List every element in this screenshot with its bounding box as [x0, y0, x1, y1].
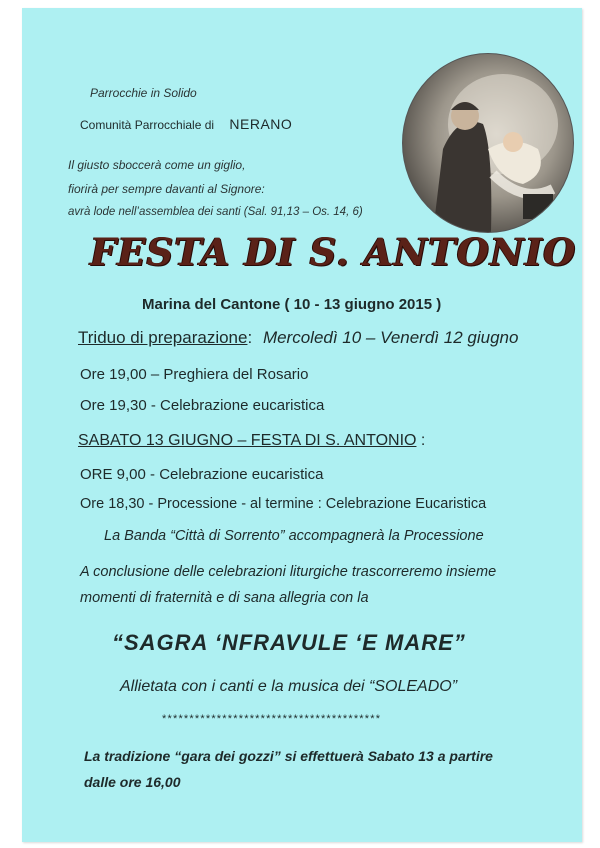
comunita-label: Comunità Parrocchiale di [80, 118, 215, 132]
sagra-title: “SAGRA ‘NFRAVULE ‘E MARE” [112, 630, 466, 655]
conclusione-line-2: momenti di fraternità e di sana allegria con la [80, 590, 369, 606]
triduo-item-messa: Ore 19,30 - Celebrazione eucaristica [80, 397, 325, 414]
triduo-label: Triduo di preparazione [78, 328, 248, 347]
saint-anthony-image [402, 53, 574, 233]
conclusione-line-1: A conclusione delle celebrazioni liturgiche trascorreremo insieme [80, 564, 497, 580]
sabato-item-processione: Ore 18,30 - Processione - al termine : Celebrazione Eucaristica [80, 496, 487, 512]
allietata-line: Allietata con i canti e la musica dei “SOLEADO” [120, 678, 458, 695]
gozzi-line-1: La tradizione “gara dei gozzi” si effettuerà Sabato 13 a partire [84, 748, 493, 764]
verse-line-1: Il giusto sboccerà come un giglio, [68, 158, 246, 172]
stars-separator: **************************************** [162, 713, 382, 725]
banda-line: La Banda “Città di Sorrento” accompagnerà la Processione [104, 528, 484, 544]
event-title: FESTA DI S. ANTONIO [90, 230, 577, 274]
parrocchie-line: Parrocchie in Solido [90, 86, 197, 100]
comunita-line [80, 116, 292, 132]
triduo-line [78, 328, 518, 348]
verse-line-2: fiorirà per sempre davanti al Signore: [68, 182, 265, 196]
sabato-item-messa: ORE 9,00 - Celebrazione eucaristica [80, 466, 324, 483]
sabato-colon: : [416, 432, 426, 449]
event-subtitle: Marina del Cantone ( 10 - 13 giugno 2015 ) [142, 296, 442, 313]
triduo-colon: : [247, 328, 253, 347]
verse-line-3: avrà lode nell’assemblea dei santi (Sal. 91,13 – Os. 14, 6) [68, 206, 363, 218]
sabato-label: SABATO 13 GIUGNO – FESTA DI S. ANTONIO [78, 432, 417, 449]
triduo-dates: Mercoledì 10 – Venerdì 12 giugno [262, 328, 519, 347]
comunita-name: NERANO [229, 116, 293, 132]
triduo-item-rosario: Ore 19,00 – Preghiera del Rosario [80, 366, 309, 383]
flyer-sheet [22, 8, 582, 842]
sabato-line [78, 432, 425, 450]
gozzi-line-2: dalle ore 16,00 [84, 774, 181, 790]
saint-anthony-illustration [403, 54, 573, 232]
